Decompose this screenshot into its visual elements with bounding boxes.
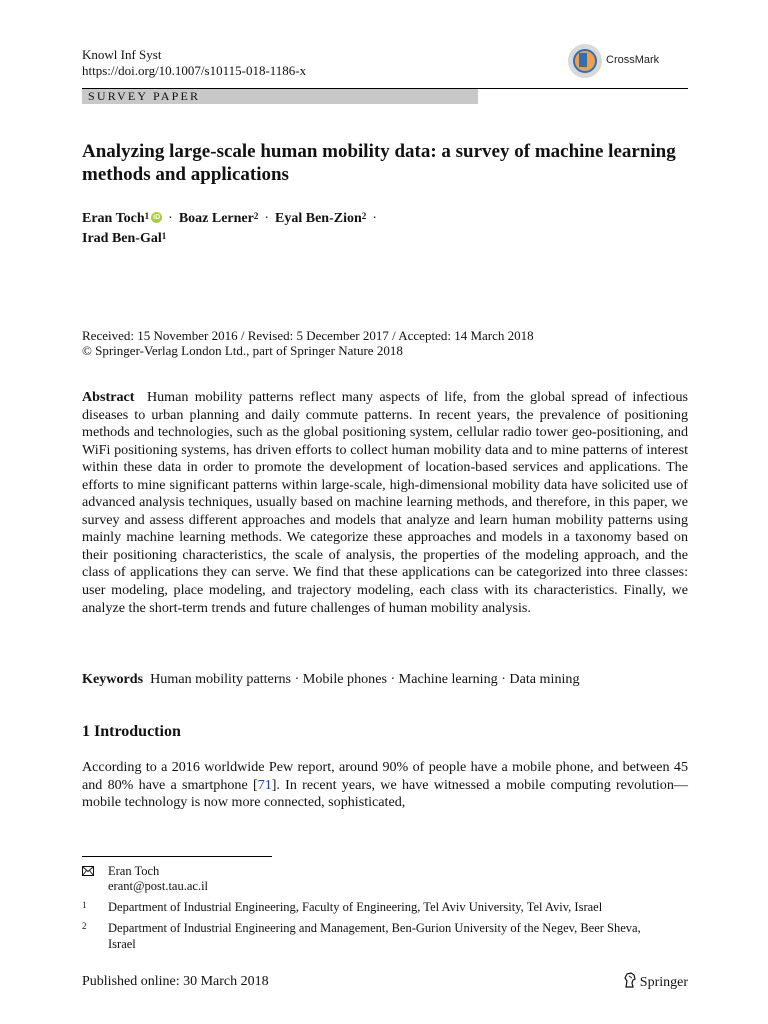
keywords-text: Human mobility patterns · Mobile phones · Machine learning · Data mining: [150, 671, 580, 687]
section-banner: SURVEY PAPER: [82, 89, 478, 104]
springer-logo: [623, 972, 688, 994]
intro-text: ]. In recent years, we have witnessed a mobile computing revolution—mobile technology is now more connected, sophisticated,: [82, 776, 688, 811]
author-affiliation: 1: [161, 231, 167, 241]
published-date: Published online: 30 March 2018: [82, 974, 269, 989]
abstract-label: Abstract: [82, 389, 135, 405]
contact-email[interactable]: erant@post.tau.ac.il: [108, 879, 209, 893]
keywords-label: Keywords: [82, 671, 144, 687]
footnote-rule: [82, 856, 272, 857]
orcid-icon[interactable]: iD: [153, 214, 161, 222]
crossmark-label: CrossMark: [606, 54, 660, 66]
journal-name: Knowl Inf Syst: [82, 47, 162, 62]
affiliation-number: 1: [82, 900, 87, 910]
section-heading: 1 Introduction: [82, 723, 181, 740]
envelope-icon: [82, 864, 94, 880]
crossmark-icon: [568, 44, 602, 78]
citation-link[interactable]: 71: [257, 776, 272, 793]
contact-name: Eran Toch: [108, 864, 160, 878]
abstract: [82, 389, 688, 617]
crossmark-badge[interactable]: [568, 44, 688, 80]
author-name[interactable]: Eyal Ben-Zion: [275, 211, 362, 226]
author-affiliation: 1: [144, 211, 150, 221]
abstract-text: Human mobility patterns reflect many aspects of life, from the global spread of infectious diseases to urban planning and daily commute patterns. In recent years, the prevalence of positioning methods and technologies, such as the global positioning system, cellular radio tower geo-positioning, and WiFi positioning systems, has driven efforts to collect human mobility data and to mine patterns of interest within these data in order to promote the development of location-based services and applications. The efforts to mine significant patterns within large-scale, high-dimensional mobility data have solicited use of advanced analysis techniques, usually based on machine learning methods, and therefore, in this paper, we survey and assess different approaches and models that analyze and learn human mobility patterns using mainly machine learning methods. We categorize these approaches and models in a taxonomy based on their positioning characteristics, the scale of analysis, the properties of the modeling approach, and the class of applications they can serve. We find that these applications can be categorized into three classes: user modeling, place modeling, and trajectory modeling, each class with its characteristics. Finally, we analyze the short-term trends and future challenges of human mobility analysis.: [82, 389, 689, 616]
intro-paragraph: [82, 759, 688, 812]
doi-link[interactable]: https://doi.org/10.1007/s10115-018-1186-x: [82, 63, 307, 78]
paper-title: Analyzing large-scale human mobility data: a survey of machine learning methods and applications: [82, 141, 676, 185]
dates-line: Received: 15 November 2016 / Revised: 5 December 2017 / Accepted: 14 March 2018: [82, 328, 534, 343]
author-affiliation: 2: [361, 211, 367, 221]
affiliation-number: 2: [82, 921, 87, 931]
author-name[interactable]: Boaz Lerner: [178, 211, 254, 226]
publisher-name: Springer: [639, 975, 688, 991]
copyright-line: © Springer-Verlag London Ltd., part of Springer Nature 2018: [82, 343, 403, 358]
keywords: [82, 671, 688, 689]
author-affiliation: 2: [253, 211, 259, 221]
author-name[interactable]: Irad Ben-Gal: [82, 231, 162, 246]
affiliation-1: Department of Industrial Engineering, Faculty of Engineering, Tel Aviv University, Tel Aviv, Israel: [108, 900, 603, 914]
springer-horse-icon: [623, 972, 637, 994]
affiliation-2: Department of Industrial Engineering and Management, Ben-Gurion University of the Negev, Beer Sheva, Israel: [108, 921, 641, 951]
intro-text: According to a 2016 worldwide Pew report, around 90% of people have a mobile phone, and between 45 and 80% have a smartphone [: [82, 759, 688, 793]
author-name[interactable]: Eran Toch: [82, 211, 145, 226]
author-list: Eran Toch$^1$ iD · Boaz Lerner$^2$ · Eyal Ben-Zion$^2$ · Irad Ben-Gal$^1$: [82, 211, 377, 246]
